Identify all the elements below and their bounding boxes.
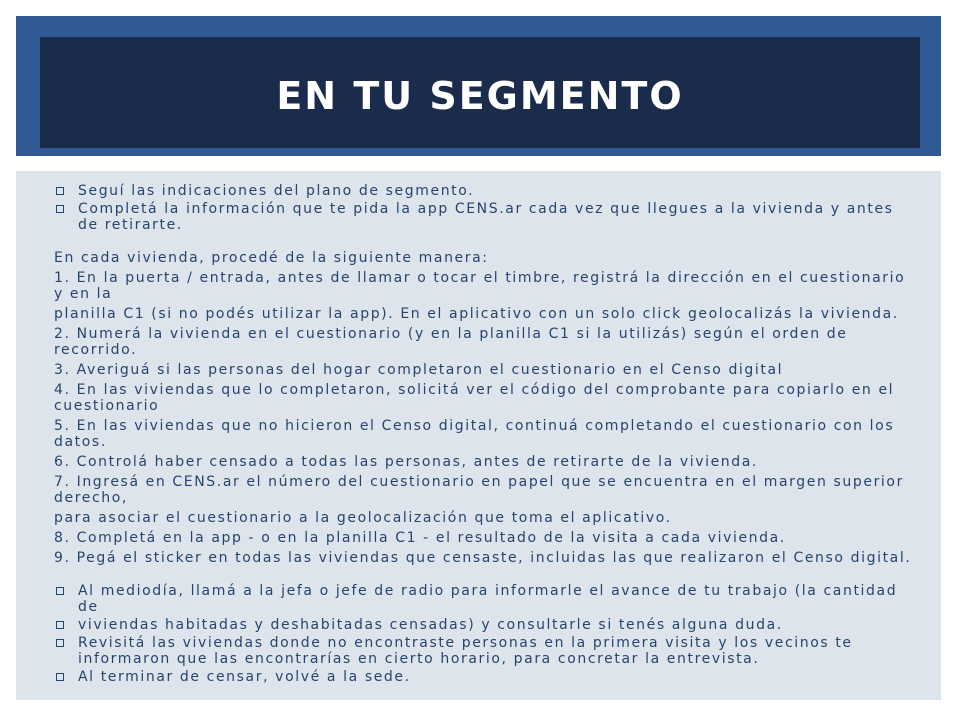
step-line: 9. Pegá el sticker en todas las viviendas que censaste, incluidas las que realizaron el Censo digital.: [54, 550, 912, 566]
step-line: planilla C1 (si no podés utilizar la app). En el aplicativo con un solo click geolocalizás la vivienda.: [54, 306, 899, 322]
step-line: 6. Controlá haber censado a todas las personas, antes de retirarte de la vivienda.: [54, 454, 758, 470]
square-bullet-icon: [56, 187, 64, 195]
bullet-item: [54, 635, 920, 667]
bullet-item: [54, 583, 920, 615]
step-line: 1. En la puerta / entrada, antes de llamar o tocar el timbre, registrá la dirección en el cuestionario y en la: [54, 270, 906, 302]
bullet-text: viviendas habitadas y deshabitadas censadas) y consultarle si tenés alguna duda.: [78, 617, 783, 633]
square-bullet-icon: [56, 621, 64, 629]
step-line: 4. En las viviendas que lo completaron, solicitá ver el código del comprobante para copiarlo en el cuestionario: [54, 382, 895, 414]
bullet-text: Seguí las indicaciones del plano de segmento.: [78, 183, 475, 199]
bullet-item: [54, 201, 920, 233]
bullet-text: Revisitá las viviendas donde no encontraste personas en la primera visita y los vecinos te informaron que las encontrarías en cierto horario, para concretar la entrevista.: [78, 635, 853, 667]
step-line: 8. Completá en la app - o en la planilla C1 - el resultado de la visita a cada vivienda.: [54, 530, 786, 546]
bullet-text: Al mediodía, llamá a la jefa o jefe de radio para informarle el avance de tu trabajo (la cantidad de: [78, 583, 898, 615]
square-bullet-icon: [56, 587, 64, 595]
bullet-item: [54, 617, 920, 633]
step-line: 2. Numerá la vivienda en el cuestionario (y en la planilla C1 si la utilizás) según el orden de recorrido.: [54, 326, 848, 358]
title-box: [40, 37, 920, 148]
square-bullet-icon: [56, 639, 64, 647]
slide-title: EN TU SEGMENTO: [276, 73, 684, 118]
step-line: para asociar el cuestionario a la geolocalización que toma el aplicativo.: [54, 510, 672, 526]
step-line: 5. En las viviendas que no hicieron el Censo digital, continuá completando el cuestionario con los datos.: [54, 418, 895, 450]
bullet-text: Al terminar de censar, volvé a la sede.: [78, 669, 411, 685]
steps-intro: En cada vivienda, procedé de la siguiente manera:: [54, 250, 489, 266]
step-line: 3. Averiguá si las personas del hogar completaron el cuestionario en el Censo digital: [54, 362, 784, 378]
step-line: 7. Ingresá en CENS.ar el número del cuestionario en papel que se encuentra en el margen superior derecho,: [54, 474, 904, 506]
bullet-item: [54, 183, 920, 199]
square-bullet-icon: [56, 205, 64, 213]
title-banner: [16, 16, 941, 156]
bullet-text: Completá la información que te pida la app CENS.ar cada vez que llegues a la vivienda y antes de retirarte.: [78, 201, 894, 233]
slide-content: [54, 183, 920, 687]
bullet-item: [54, 669, 920, 685]
square-bullet-icon: [56, 673, 64, 681]
